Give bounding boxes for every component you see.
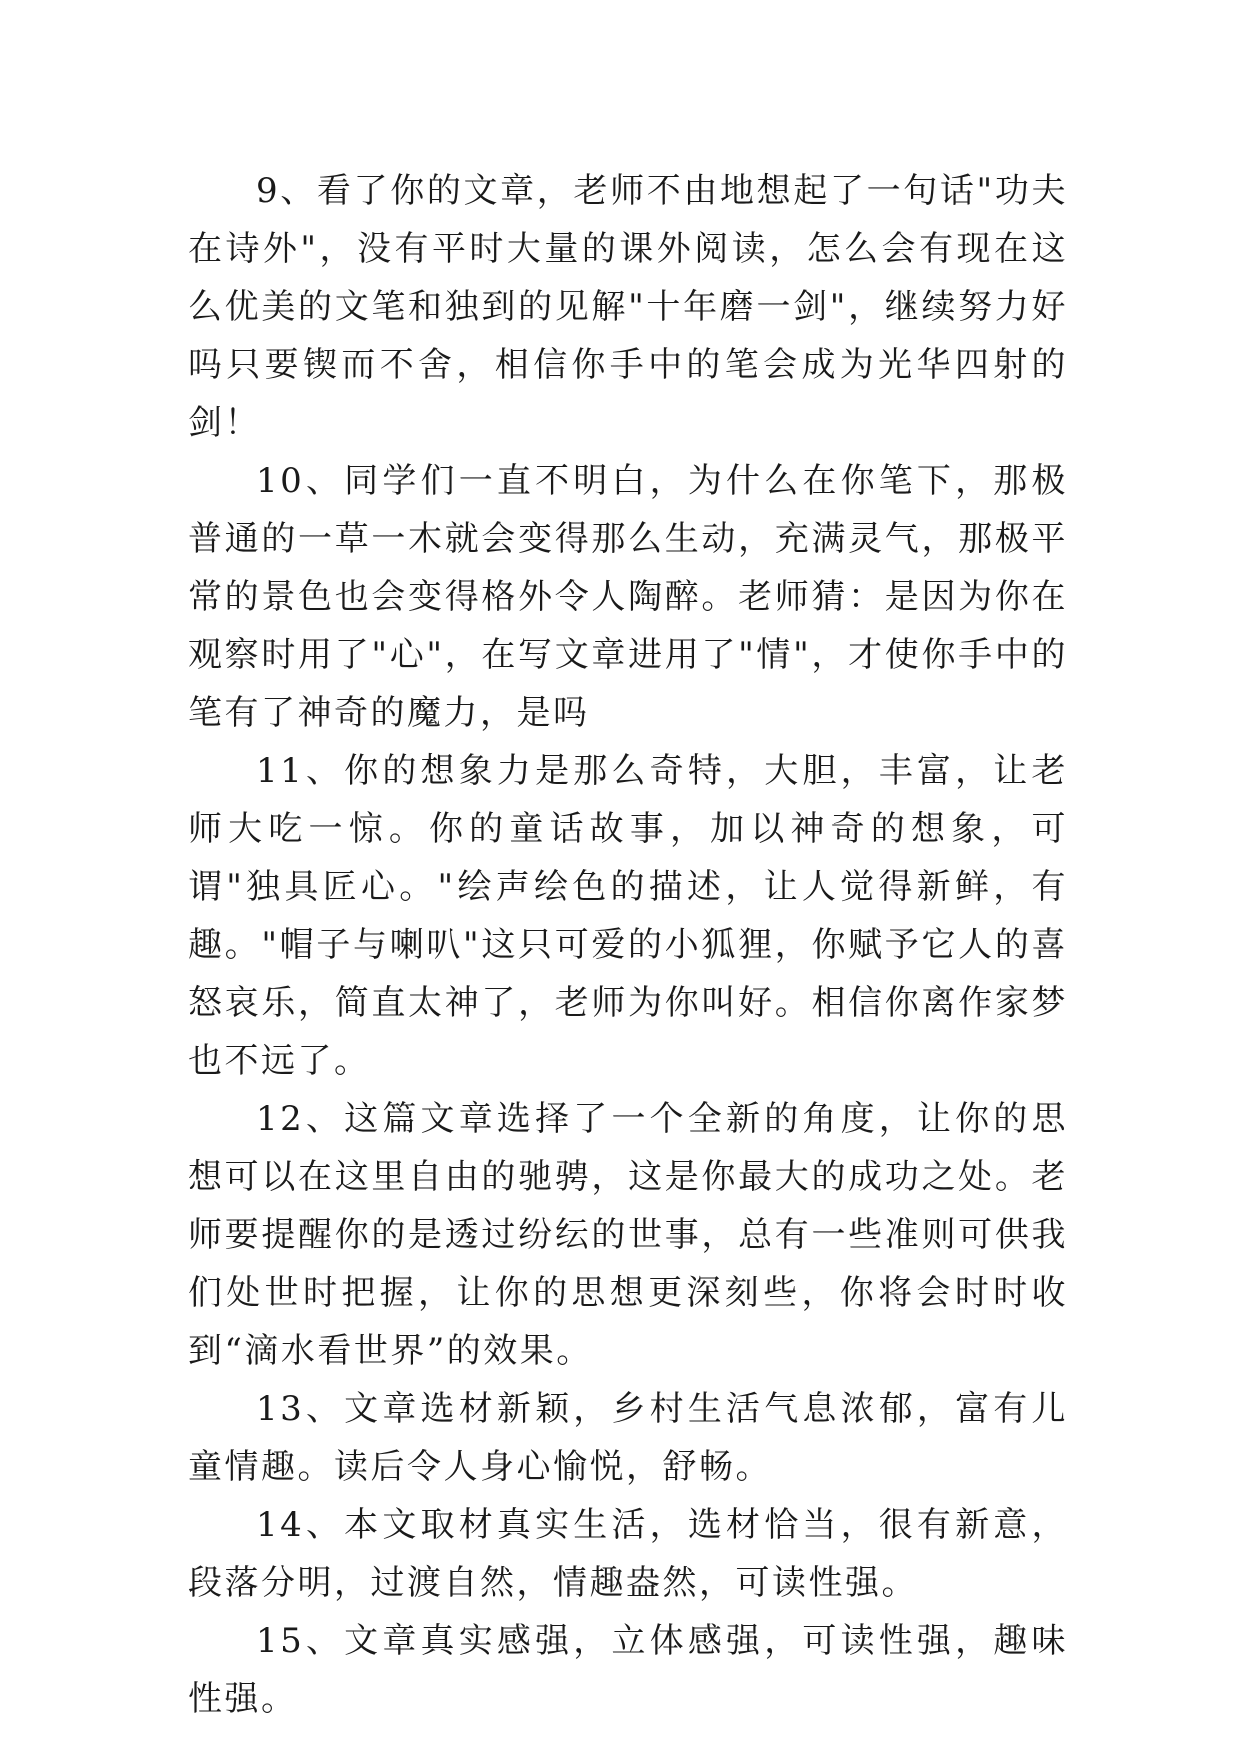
paragraph-11: 11、你的想象力是那么奇特，大胆，丰富，让老师大吃一惊。你的童话故事，加以神奇的想象，可谓"独具匠心。"绘声绘色的描述，让人觉得新鲜，有趣。"帽子与喇叭"这只可爱的小狐狸，你赋予它人的喜怒哀乐，简直太神了，老师为你叫好。相信你离作家梦也不远了。 (188, 751, 1068, 1081)
paragraph-9: 9、看了你的文章，老师不由地想起了一句话"功夫在诗外"，没有平时大量的课外阅读，怎么会有现在这么优美的文笔和独到的见解"十年磨一剑"，继续努力好吗只要锲而不舍，相信你手中的笔会成为光华四射的剑！ (188, 171, 1068, 443)
paragraph-14: 14、本文取材真实生活，选材恰当，很有新意，段落分明，过渡自然，情趣盎然，可读性强。 (188, 1505, 1068, 1603)
document-body (188, 162, 1068, 1728)
paragraph-10: 10、同学们一直不明白，为什么在你笔下，那极普通的一草一木就会变得那么生动，充满灵气，那极平常的景色也会变得格外令人陶醉。老师猜：是因为你在观察时用了"心"，在写文章进用了"情"，才使你手中的笔有了神奇的魔力，是吗 (188, 461, 1068, 733)
paragraph-15: 15、文章真实感强，立体感强，可读性强，趣味性强。 (188, 1621, 1068, 1719)
paragraph-13: 13、文章选材新颖，乡村生活气息浓郁，富有儿童情趣。读后令人身心愉悦，舒畅。 (188, 1389, 1068, 1487)
paragraph-12: 12、这篇文章选择了一个全新的角度，让你的思想可以在这里自由的驰骋，这是你最大的成功之处。老师要提醒你的是透过纷纭的世事，总有一些准则可供我们处世时把握，让你的思想更深刻些，你将会时时收到“滴水看世界”的效果。 (188, 1099, 1068, 1371)
